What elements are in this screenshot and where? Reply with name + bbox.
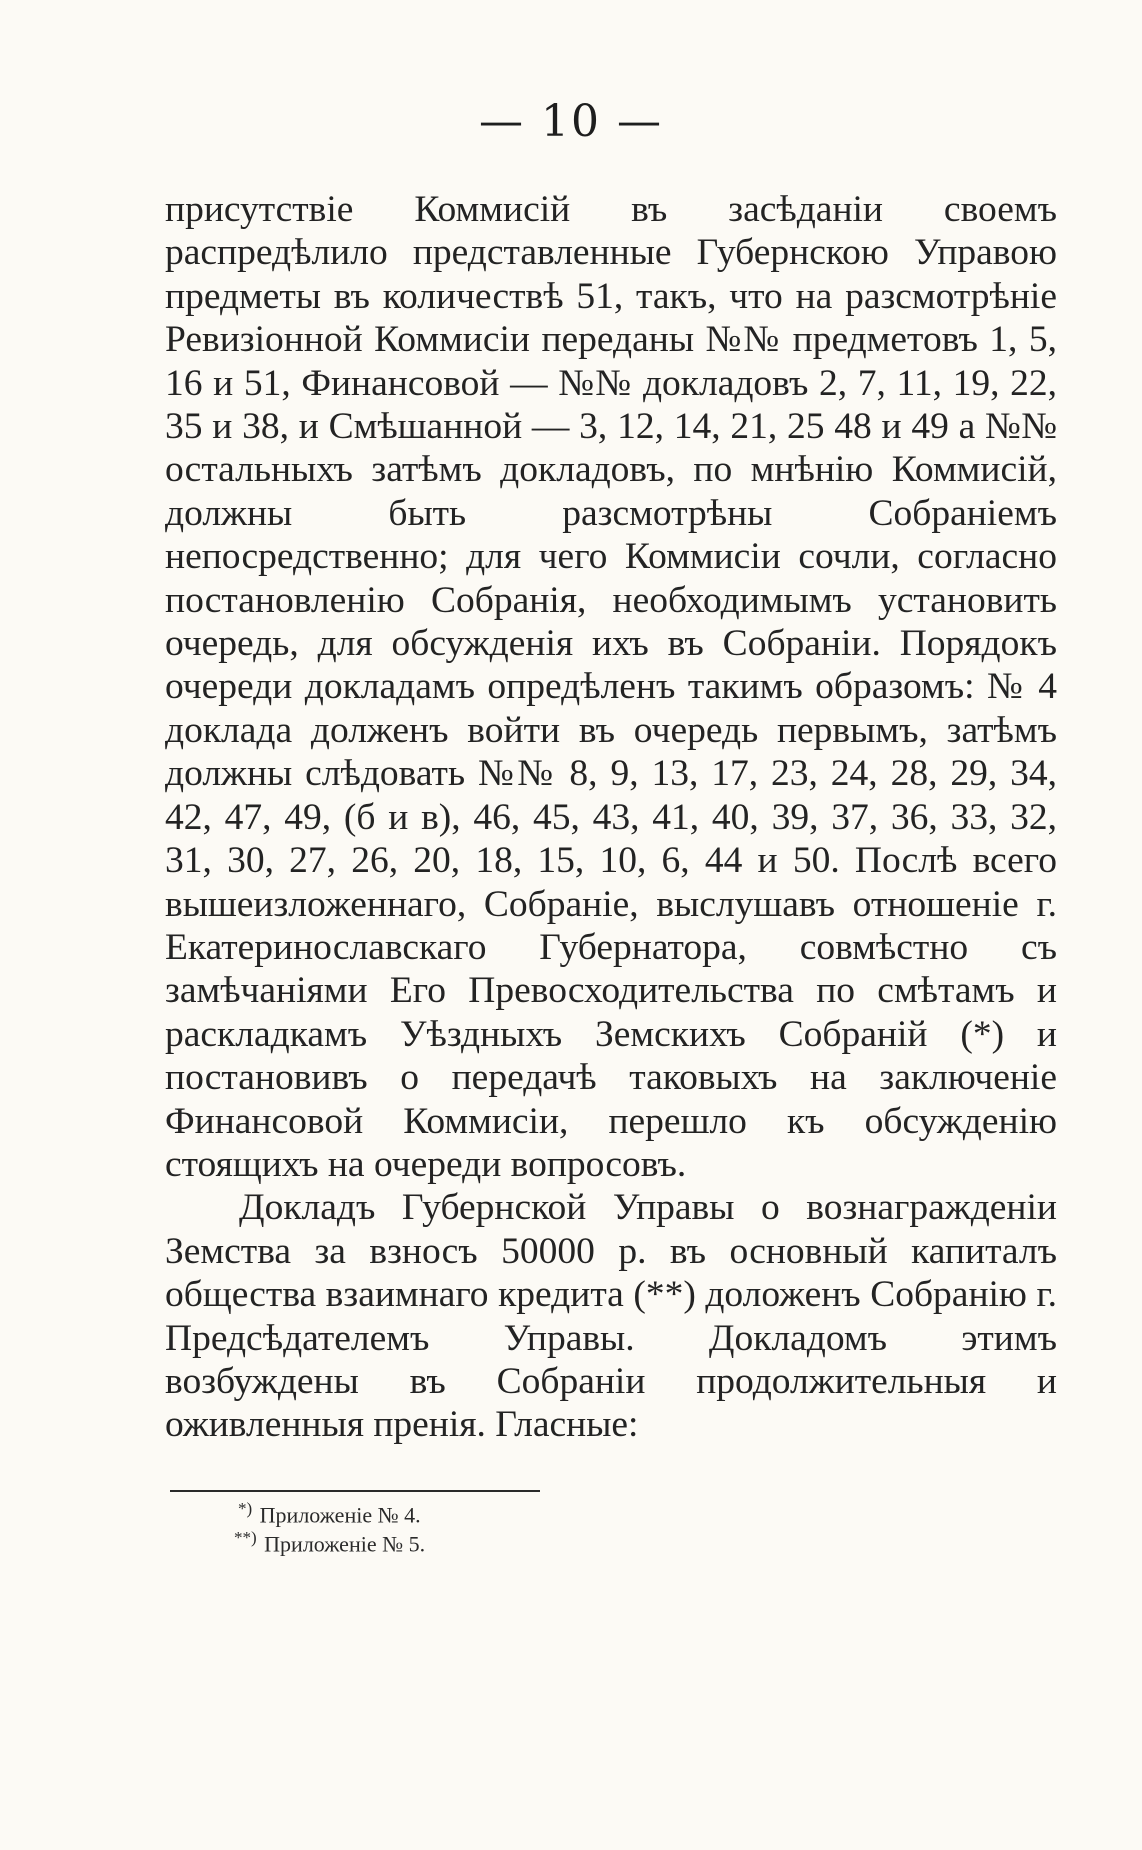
footnote-1-mark: *) bbox=[238, 1499, 253, 1518]
footnote-divider bbox=[170, 1490, 540, 1492]
footnote-1 bbox=[238, 1500, 425, 1529]
footnotes bbox=[234, 1499, 426, 1559]
page-number: — 10 — bbox=[479, 96, 663, 147]
body-text bbox=[165, 188, 1057, 1447]
paragraph-2: Докладъ Губернской Управы о вознагражденіи Земства за взносъ 50000 р. въ основный капиталъ общества взаимнаго кредита (**) доложенъ Собранію г. Предсѣдателемъ Управы. Докладомъ этимъ возбуждены въ Собраніи продолжительныя и оживленныя пренія. Гласные: bbox=[165, 1187, 1057, 1446]
footnote-1-text: Приложеніе № 4. bbox=[259, 1502, 421, 1528]
footnote-2-mark: **) bbox=[234, 1528, 257, 1548]
footnote-2-text: Приложеніе № 5. bbox=[264, 1531, 426, 1557]
paragraph-1: присутствіе Коммисій въ засѣданіи своемъ распредѣлило представленные Губернскою Управою предметы въ количествѣ 51, такъ, что на разсмотрѣніе Ревизіонной Коммисіи переданы №№ предметовъ 1, 5, 16 и 51, Финансовой — №№ докладовъ 2, 7, 11, 19, 22, 35 и 38, и Смѣшанной — 3, 12, 14, 21, 25 48 и 49 а №№ остальныхъ затѣмъ докладовъ, по мнѣнію Коммисій, должны быть разсмотрѣны Собраніемъ непосредственно; для чего Коммисіи сочли, согласно постановленію Собранія, необходимымъ установить очередь, для обсужденія ихъ въ Собраніи. Порядокъ очереди докладамъ опредѣленъ такимъ образомъ: № 4 доклада долженъ войти въ очередь первымъ, затѣмъ должны слѣдовать №№ 8, 9, 13, 17, 23, 24, 28, 29, 34, 42, 47, 49, (б и в), 46, 45, 43, 41, 40, 39, 37, 36, 33, 32, 31, 30, 27, 26, 20, 18, 15, 10, 6, 44 и 50. Послѣ всего вышеизложеннаго, Собраніе, выслушавъ отношеніе г. Екатеринославскаго Губернатора, совмѣстно съ замѣчаніями Его Превосходительства по смѣтамъ и раскладкамъ Уѣздныхъ Земскихъ Собраній (*) и постановивъ о передачѣ таковыхъ на заключеніе Финансовой Коммисіи, перешло къ обсужденію стоящихъ на очереди вопросовъ. bbox=[165, 189, 1057, 1185]
footnote-2 bbox=[234, 1529, 425, 1558]
